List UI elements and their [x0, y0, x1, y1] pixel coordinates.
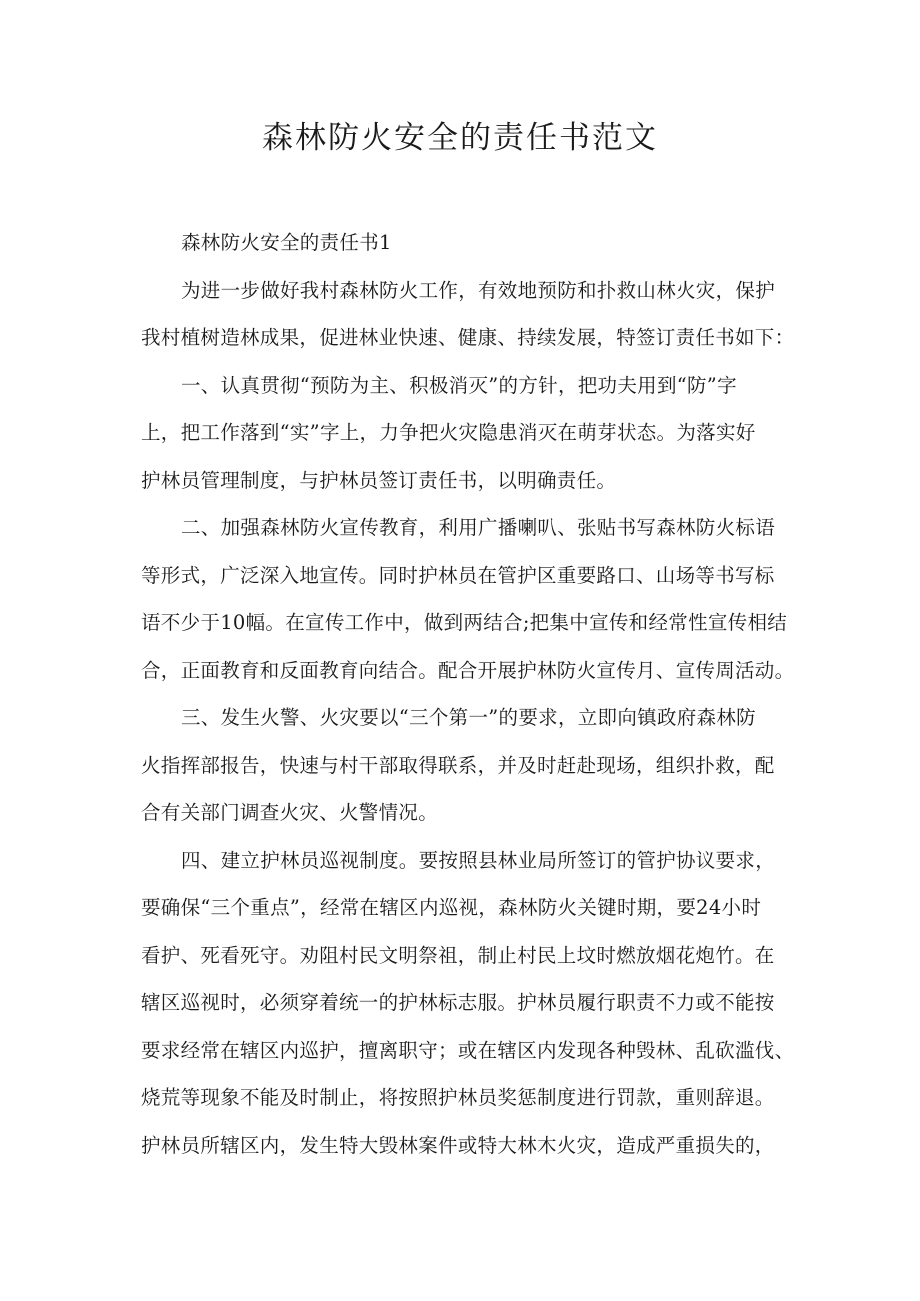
paragraph-line: 语不少于10幅。在宣传工作中，做到两结合;把集中宣传和经常性宣传相结: [141, 611, 788, 634]
paragraph-line: 火指挥部报告，快速与村干部取得联系，并及时赶赴现场，组织扑救，配: [141, 753, 775, 777]
paragraph-line: 要求经常在辖区内巡护，擅离职守；或在辖区内发现各种毁林、乱砍滥伐、: [141, 1038, 795, 1062]
document-body: [141, 219, 795, 1169]
paragraph-line: 要确保“三个重点”，经常在辖区内巡视，森林防火关键时期，要24小时: [141, 896, 762, 919]
paragraph-line: 二、加强森林防火宣传教育，利用广播喇叭、张贴书写森林防火标语: [181, 516, 776, 539]
paragraph-line: 三、发生火警、火灾要以“三个第一”的要求，立即向镇政府森林防: [181, 706, 756, 729]
paragraph-line: 上，把工作落到“实”字上，力争把火灾隐患消灭在萌芽状态。为落实好: [141, 421, 756, 444]
document-title: 森林防火安全的责任书范文: [262, 120, 658, 156]
paragraph-line: 四、建立护林员巡视制度。要按照县林业局所签订的管护协议要求，: [181, 848, 776, 872]
paragraph-line: 看护、死看死守。劝阻村民文明祭祖，制止村民上坟时燃放烟花炮竹。在: [141, 943, 775, 967]
paragraph-line: 辖区巡视时，必须穿着统一的护林标志服。护林员履行职责不力或不能按: [141, 991, 775, 1014]
paragraph-line: 护林员所辖区内，发生特大毁林案件或特大林木火灾，造成严重损失的，: [141, 1133, 775, 1157]
paragraph-line: 护林员管理制度，与护林员签订责任书，以明确责任。: [141, 468, 617, 492]
paragraph-line: 一、认真贯彻“预防为主、积极消灭”的方针，把功夫用到“防”字: [181, 373, 737, 397]
paragraph-line: 合，正面教育和反面教育向结合。配合开展护林防火宣传月、宣传周活动。: [141, 658, 795, 682]
paragraph-line: 烧荒等现象不能及时制止，将按照护林员奖惩制度进行罚款，重则辞退。: [141, 1086, 775, 1109]
paragraph-line: 合有关部门调查火灾、火警情况。: [141, 801, 439, 824]
paragraph-line: 为进一步做好我村森林防火工作，有效地预防和扑救山林火灾，保护: [181, 278, 776, 302]
paragraph-line: 等形式，广泛深入地宣传。同时护林员在管护区重要路口、山场等书写标: [141, 563, 775, 587]
paragraph-line: 我村植树造林成果，促进林业快速、健康、持续发展，特签订责任书如下：: [141, 326, 795, 349]
section-heading: 森林防火安全的责任书1: [181, 231, 392, 254]
